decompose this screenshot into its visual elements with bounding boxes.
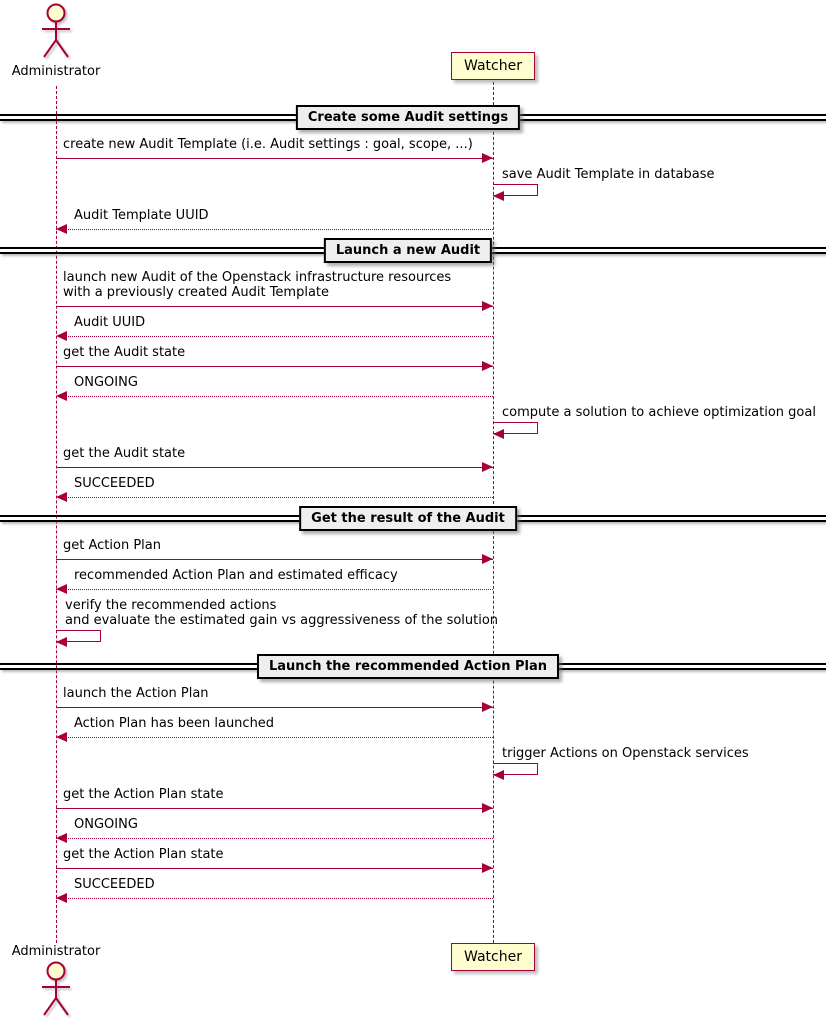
message-label: create new Audit Template (i.e. Audit settings : goal, scope, ...)	[63, 137, 473, 152]
return-message-line	[56, 336, 493, 337]
administrator-label-bottom: Administrator	[11, 944, 101, 959]
arrowhead-right-icon	[482, 863, 493, 873]
message-label: with a previously created Audit Template	[63, 285, 330, 300]
arrowhead-left-icon	[56, 391, 67, 401]
message-label: ONGOING	[74, 375, 138, 390]
arrowhead-left-icon	[56, 224, 67, 234]
arrowhead-left-icon	[56, 732, 67, 742]
arrowhead-left-icon	[56, 637, 67, 647]
section-title: Launch a new Audit	[324, 238, 492, 263]
call-message-line	[56, 366, 493, 367]
message-label: save Audit Template in database	[502, 167, 715, 182]
watcher-participant-bottom: Watcher	[451, 943, 535, 971]
call-message-line	[56, 868, 493, 869]
arrowhead-right-icon	[482, 803, 493, 813]
return-message-line	[56, 898, 493, 899]
arrowhead-left-icon	[56, 893, 67, 903]
message-label: compute a solution to achieve optimization goal	[502, 405, 816, 420]
arrowhead-right-icon	[482, 301, 493, 311]
arrowhead-left-icon	[493, 191, 504, 201]
message-label: and evaluate the estimated gain vs aggressiveness of the solution	[65, 613, 499, 628]
call-message-line	[56, 808, 493, 809]
message-label: Audit UUID	[74, 315, 146, 330]
administrator-label-top: Administrator	[11, 64, 101, 79]
message-label: Audit Template UUID	[74, 208, 209, 223]
section-title: Get the result of the Audit	[299, 506, 517, 531]
return-message-line	[56, 229, 493, 230]
call-message-line	[56, 559, 493, 560]
message-label: recommended Action Plan and estimated efficacy	[74, 568, 398, 583]
administrator-actor-bottom-icon	[34, 961, 78, 1023]
return-message-line	[56, 589, 493, 590]
administrator-actor-top-icon	[34, 3, 78, 65]
arrowhead-left-icon	[56, 331, 67, 341]
call-message-line	[56, 306, 493, 307]
message-label: get the Action Plan state	[63, 787, 224, 802]
arrowhead-left-icon	[56, 833, 67, 843]
message-label: verify the recommended actions	[65, 598, 277, 613]
arrowhead-left-icon	[493, 429, 504, 439]
section-title: Create some Audit settings	[296, 105, 520, 130]
return-message-line	[56, 838, 493, 839]
arrowhead-right-icon	[482, 153, 493, 163]
arrowhead-left-icon	[493, 770, 504, 780]
section-title: Launch the recommended Action Plan	[257, 654, 559, 679]
message-label: get the Audit state	[63, 446, 186, 461]
arrowhead-left-icon	[56, 584, 67, 594]
arrowhead-right-icon	[482, 554, 493, 564]
return-message-line	[56, 497, 493, 498]
call-message-line	[56, 707, 493, 708]
message-label: SUCCEEDED	[74, 877, 155, 892]
message-label: get the Audit state	[63, 345, 186, 360]
message-label: launch the Action Plan	[63, 686, 209, 701]
message-label: ONGOING	[74, 817, 138, 832]
message-label: launch new Audit of the Openstack infrastructure resources	[63, 270, 452, 285]
call-message-line	[56, 158, 493, 159]
arrowhead-right-icon	[482, 462, 493, 472]
message-label: trigger Actions on Openstack services	[502, 746, 749, 761]
message-label: SUCCEEDED	[74, 476, 155, 491]
arrowhead-right-icon	[482, 361, 493, 371]
message-label: get the Action Plan state	[63, 847, 224, 862]
arrowhead-left-icon	[56, 492, 67, 502]
return-message-line	[56, 737, 493, 738]
return-message-line	[56, 396, 493, 397]
call-message-line	[56, 467, 493, 468]
message-label: Action Plan has been launched	[74, 716, 275, 731]
arrowhead-right-icon	[482, 702, 493, 712]
watcher-participant-top: Watcher	[451, 52, 535, 80]
message-label: get Action Plan	[63, 538, 161, 553]
